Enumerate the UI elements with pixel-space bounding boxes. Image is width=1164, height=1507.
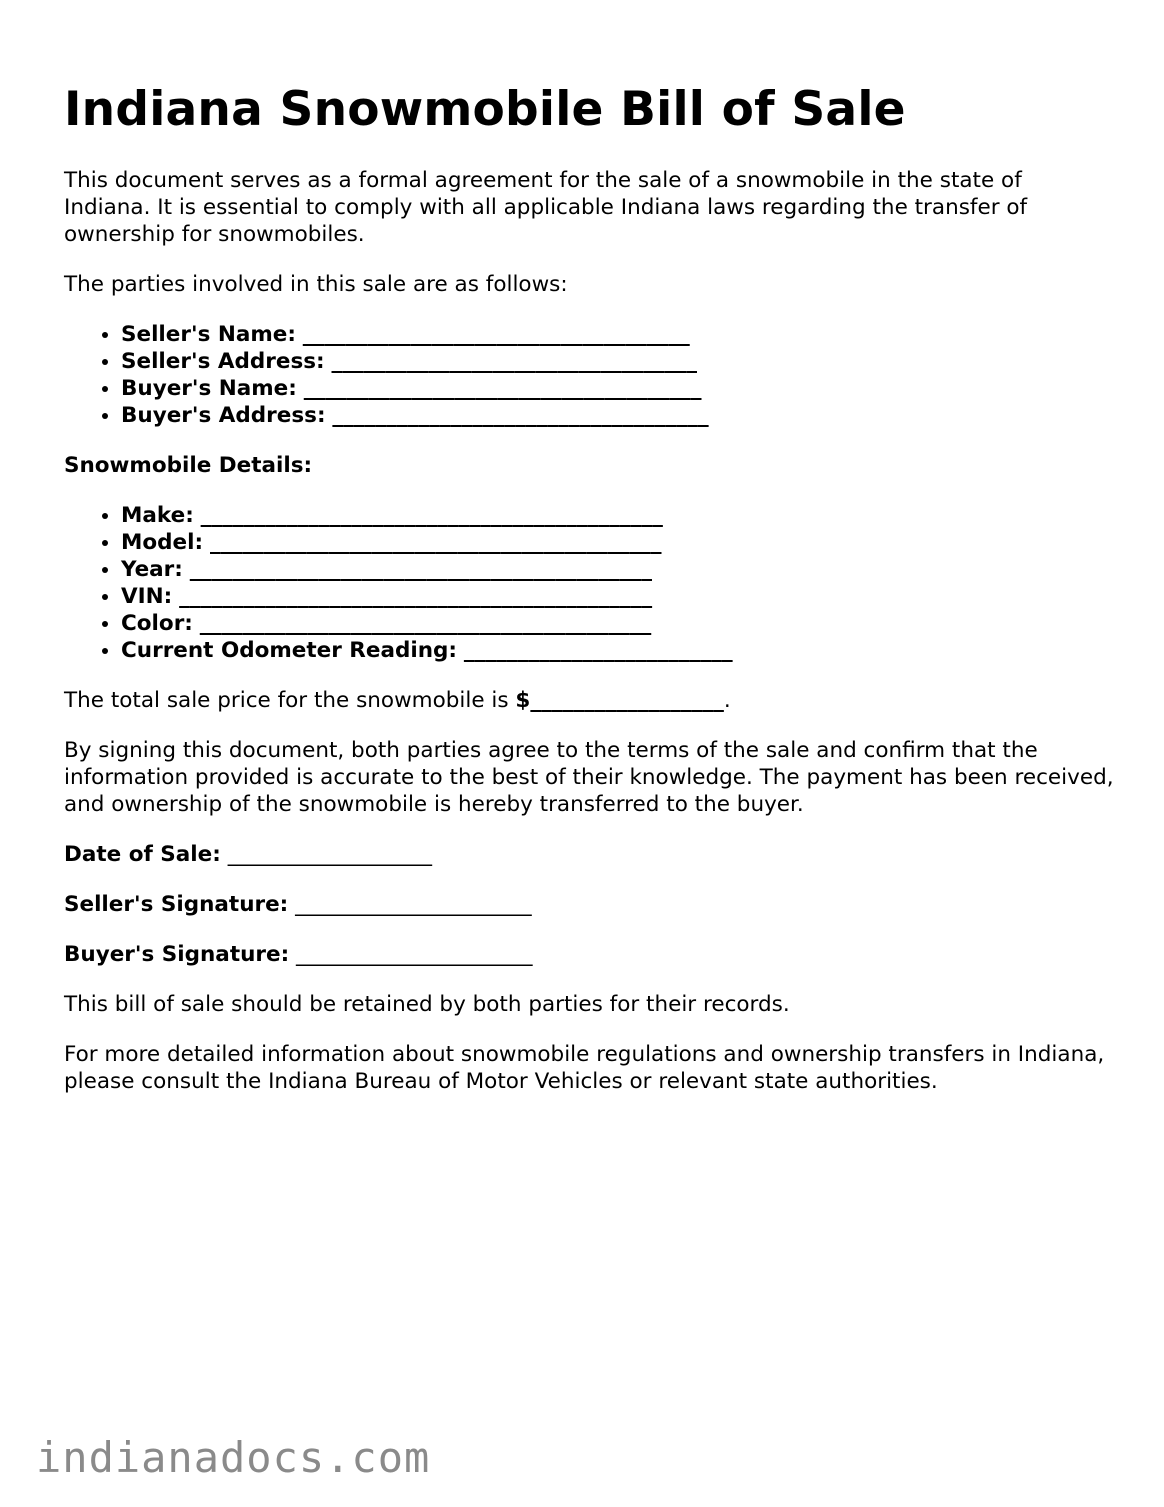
list-item <box>121 402 1114 429</box>
retain-note: This bill of sale should be retained by both parties for their records. <box>64 992 790 1017</box>
seller-name-label: Seller's Name: <box>121 322 296 347</box>
document-title: Indiana Snowmobile Bill of Sale <box>64 82 906 137</box>
parties-intro: The parties involved in this sale are as follows: <box>64 272 568 297</box>
make-label: Make: <box>121 503 194 528</box>
buyer-address-blank: ___________________________________ <box>332 403 709 428</box>
model-label: Model: <box>121 530 204 555</box>
agreement-paragraph: By signing this document, both parties agree to the terms of the sale and confirm that the information provided is accurate to the best of their knowledge. The payment has been received, and ownership of the snowmobile is hereby transferred to the buyer. <box>64 738 1114 817</box>
site-watermark: indianadocs.com <box>36 1433 431 1482</box>
year-label: Year: <box>121 557 183 582</box>
seller-address-label: Seller's Address: <box>121 349 325 374</box>
price-prefix: The total sale price for the snowmobile is <box>64 688 516 713</box>
vin-label: VIN: <box>121 584 173 609</box>
document-page <box>64 78 1114 1118</box>
vin-blank: ____________________________________________ <box>179 584 653 609</box>
buyer-name-label: Buyer's Name: <box>121 376 297 401</box>
color-blank: __________________________________________ <box>199 611 652 636</box>
year-blank: ___________________________________________ <box>189 557 652 582</box>
odometer-blank: _________________________ <box>463 638 733 663</box>
intro-paragraph: This document serves as a formal agreement for the sale of a snowmobile in the state of Indiana. It is essential to comply with all applicable Indiana laws regarding the transfer of ownership for snowmobiles. <box>64 168 1028 247</box>
seller-address-blank: __________________________________ <box>331 349 697 374</box>
color-label: Color: <box>121 611 193 636</box>
parties-list <box>64 321 1114 429</box>
date-of-sale-label: Date of Sale: <box>64 842 221 867</box>
list-item <box>121 556 1114 583</box>
buyer-address-label: Buyer's Address: <box>121 403 326 428</box>
buyer-signature-line <box>64 941 1114 968</box>
seller-signature-blank: ______________________ <box>295 892 532 917</box>
buyer-signature-label: Buyer's Signature: <box>64 942 290 967</box>
list-item <box>121 529 1114 556</box>
list-item <box>121 321 1114 348</box>
seller-name-blank: ____________________________________ <box>302 322 690 347</box>
odometer-label: Current Odometer Reading: <box>121 638 458 663</box>
list-item <box>121 502 1114 529</box>
price-currency: $ <box>515 688 531 713</box>
list-item <box>121 610 1114 637</box>
make-blank: ___________________________________________ <box>200 503 663 528</box>
details-list <box>64 502 1114 664</box>
details-heading: Snowmobile Details: <box>64 453 313 478</box>
list-item <box>121 348 1114 375</box>
list-item <box>121 375 1114 402</box>
seller-signature-line <box>64 891 1114 918</box>
price-line <box>64 687 1114 714</box>
price-blank: __________________ <box>530 688 724 713</box>
date-of-sale-blank: ___________________ <box>227 842 432 867</box>
buyer-name-blank: _____________________________________ <box>303 376 702 401</box>
list-item <box>121 583 1114 610</box>
list-item <box>121 637 1114 664</box>
seller-signature-label: Seller's Signature: <box>64 892 289 917</box>
more-info-paragraph: For more detailed information about snowmobile regulations and ownership transfers in Indiana, please consult the Indiana Bureau of Motor Vehicles or relevant state authorities. <box>64 1042 1105 1094</box>
date-of-sale-line <box>64 841 1114 868</box>
model-blank: __________________________________________ <box>209 530 662 555</box>
price-suffix: . <box>723 688 731 713</box>
buyer-signature-blank: ______________________ <box>296 942 533 967</box>
